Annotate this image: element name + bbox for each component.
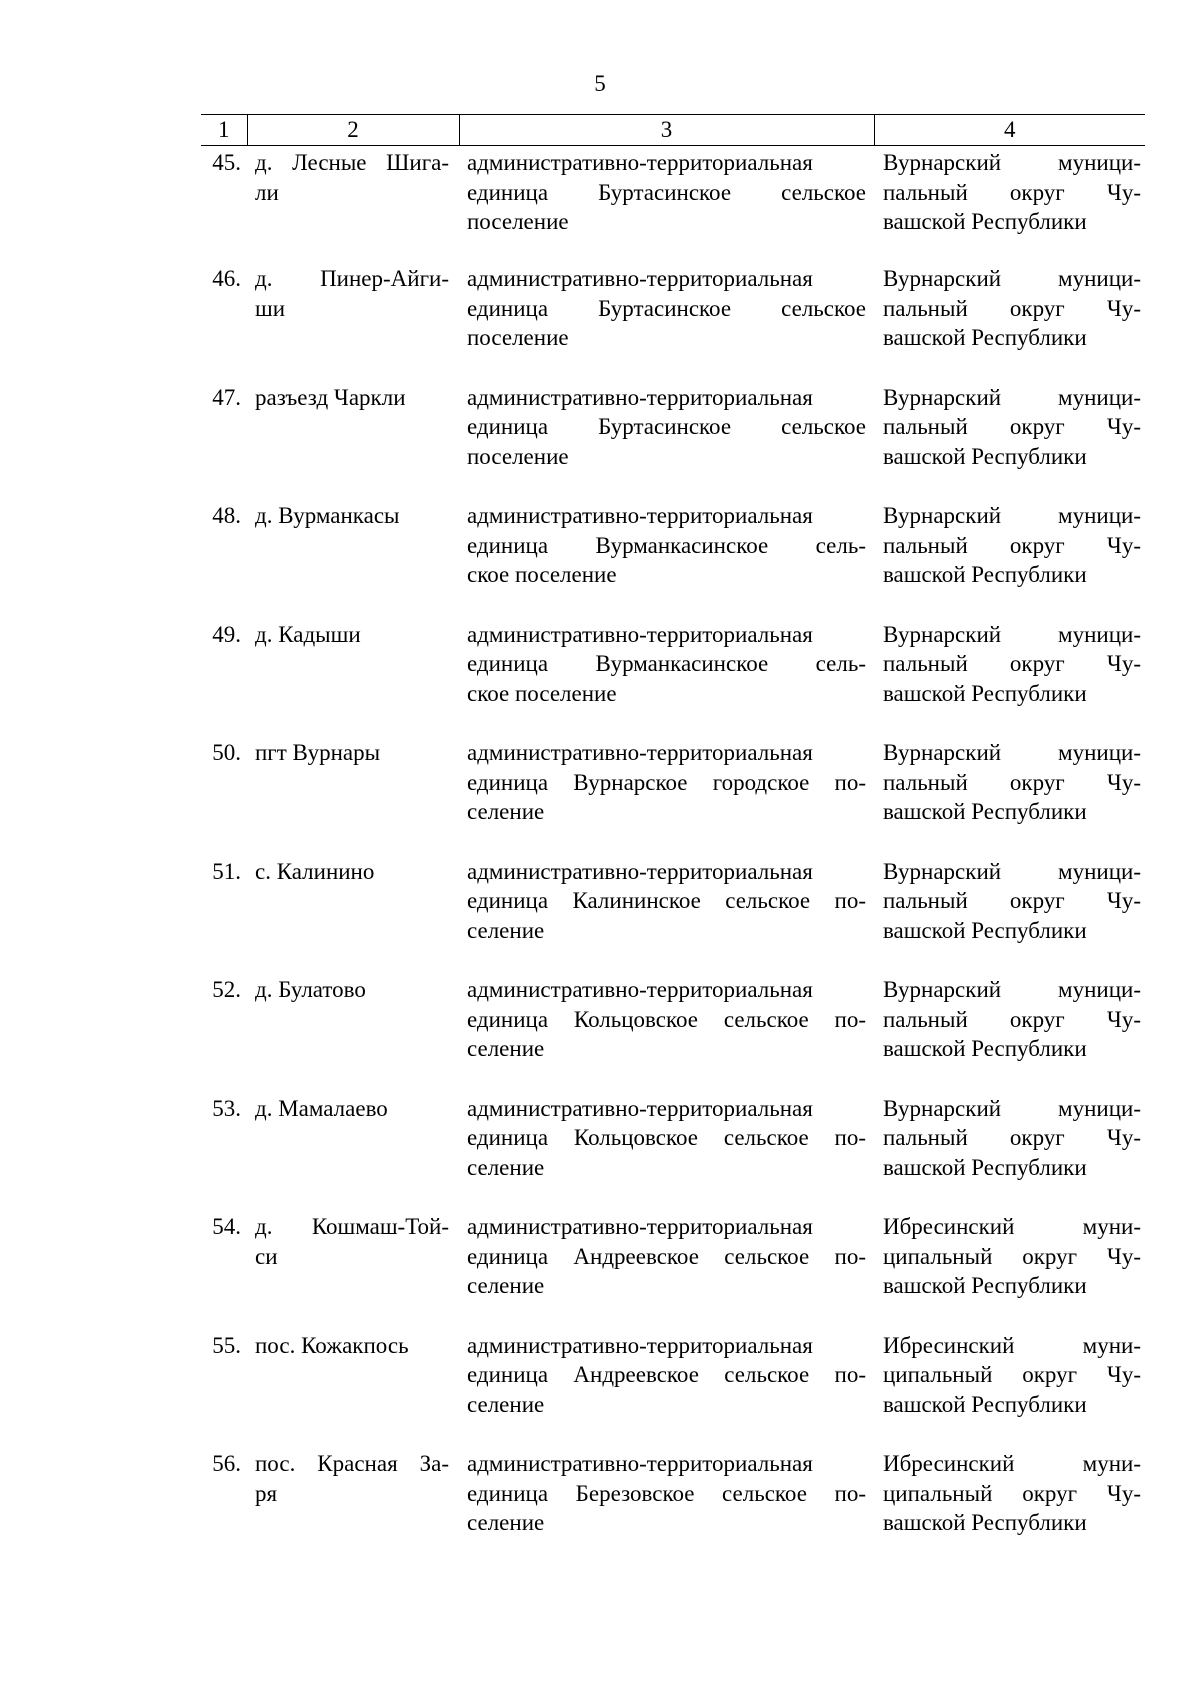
settlement-name-line: д. Пинер-Айги- — [255, 266, 449, 291]
territorial-unit-line: административно-территориальная — [467, 858, 813, 884]
row-number: 50. — [212, 740, 241, 765]
municipal-district-line: ципальный округ Чу- — [883, 1480, 1141, 1506]
settlement-name-line: д. Кадыши — [255, 621, 361, 647]
territorial-unit-line: административно-территориальная — [467, 1214, 813, 1239]
settlement-name-line: д. Мамалаево — [255, 1095, 388, 1121]
settlement-name — [247, 1212, 459, 1331]
table-row — [201, 146, 1145, 265]
territorial-unit-line: административно-территориальная — [467, 1332, 813, 1358]
settlement-name-line: д. Кошмаш-Той- — [255, 1214, 449, 1239]
settlement-name — [247, 857, 459, 976]
municipal-district-line: пальный округ Чу- — [883, 1006, 1141, 1032]
row-number: 55. — [212, 1332, 241, 1358]
municipal-district-line: Вурнарский муници- — [883, 503, 1141, 528]
row-number: 47. — [212, 384, 241, 410]
territorial-unit — [459, 146, 874, 265]
municipal-district — [874, 1212, 1145, 1331]
table-body — [201, 146, 1145, 1568]
territorial-unit — [459, 501, 874, 620]
table-row — [201, 857, 1145, 976]
territorial-unit — [459, 620, 874, 739]
column-header-3: 3 — [459, 115, 874, 146]
table-row — [201, 620, 1145, 739]
territorial-unit-line: единица Вурманкасинское сель- — [467, 651, 866, 676]
municipal-district-line: вашской Республики — [883, 1154, 1087, 1180]
table-row — [201, 1212, 1145, 1331]
municipal-district — [874, 264, 1145, 383]
territorial-unit-line: селение — [467, 799, 545, 824]
row-number: 48. — [212, 503, 241, 528]
municipal-district — [874, 146, 1145, 265]
territorial-unit-line: административно-территориальная — [467, 266, 813, 291]
municipal-district-line: вашской Республики — [883, 1510, 1087, 1535]
municipal-district-line: ципальный округ Чу- — [883, 1362, 1141, 1387]
row-number: 56. — [212, 1451, 241, 1476]
municipal-district-line: Вурнарский муници- — [883, 621, 1141, 647]
territorial-unit-line: административно-территориальная — [467, 740, 813, 765]
territorial-unit-line: административно-территориальная — [467, 977, 813, 1002]
settlement-name — [247, 1331, 459, 1450]
territorial-unit — [459, 1094, 874, 1213]
row-number: 54. — [212, 1214, 241, 1239]
municipal-district-line: вашской Республики — [883, 1036, 1087, 1061]
settlement-name-line: ли — [255, 179, 279, 205]
territorial-unit-line: административно-территориальная — [467, 1451, 813, 1476]
row-number: 45. — [212, 150, 241, 175]
header-row — [201, 115, 1145, 146]
municipal-district — [874, 857, 1145, 976]
territorial-unit-line: селение — [467, 1273, 545, 1298]
settlement-name-line: си — [255, 1243, 278, 1269]
municipal-district-line: пальный округ Чу- — [883, 651, 1141, 676]
territorial-unit-line: единица Березовское сельское по- — [467, 1480, 866, 1506]
municipal-district — [874, 1094, 1145, 1213]
settlement-name — [247, 738, 459, 857]
column-header-2: 2 — [247, 115, 459, 146]
table-header — [201, 115, 1145, 146]
municipal-district-line: Вурнарский муници- — [883, 977, 1141, 1002]
municipal-district-line: пальный округ Чу- — [883, 532, 1141, 558]
settlement-name-line: ря — [255, 1480, 278, 1506]
municipal-district-line: вашской Республики — [883, 1391, 1087, 1417]
territorial-unit — [459, 383, 874, 502]
territorial-unit-line: административно-территориальная — [467, 1095, 813, 1121]
territorial-unit-line: ское поселение — [467, 680, 617, 706]
municipal-district-line: пальный округ Чу- — [883, 888, 1141, 913]
settlements-table — [201, 114, 1145, 1568]
territorial-unit — [459, 1331, 874, 1450]
row-number: 53. — [212, 1095, 241, 1121]
territorial-unit-line: селение — [467, 1154, 545, 1180]
row-number: 51. — [212, 858, 241, 884]
municipal-district-line: пальный округ Чу- — [883, 1125, 1141, 1150]
territorial-unit-line: селение — [467, 1510, 545, 1535]
settlement-name — [247, 975, 459, 1094]
territorial-unit-line: административно-территориальная — [467, 503, 813, 528]
municipal-district-line: Вурнарский муници- — [883, 1095, 1141, 1121]
territorial-unit-line: единица Буртасинское сельское — [467, 179, 866, 205]
municipal-district — [874, 1449, 1145, 1568]
municipal-district-line: вашской Республики — [883, 680, 1087, 706]
municipal-district-line: Ибресинский муни- — [883, 1332, 1141, 1358]
table-row — [201, 738, 1145, 857]
municipal-district-line: вашской Республики — [883, 209, 1087, 234]
municipal-district-line: Вурнарский муници- — [883, 858, 1141, 884]
municipal-district — [874, 738, 1145, 857]
municipal-district-line: Ибресинский муни- — [883, 1214, 1141, 1239]
column-header-1: 1 — [201, 115, 247, 146]
territorial-unit-line: административно-территориальная — [467, 621, 813, 647]
territorial-unit-line: селение — [467, 1036, 545, 1061]
municipal-district — [874, 1331, 1145, 1450]
territorial-unit-line: административно-территориальная — [467, 150, 813, 175]
municipal-district-line: вашской Республики — [883, 443, 1087, 469]
territorial-unit-line: поселение — [467, 443, 569, 469]
territorial-unit-line: поселение — [467, 209, 569, 234]
settlement-name — [247, 620, 459, 739]
settlement-name-line: д. Вурманкасы — [255, 503, 400, 528]
municipal-district-line: пальный округ Чу- — [883, 295, 1141, 321]
territorial-unit — [459, 975, 874, 1094]
territorial-unit-line: единица Калининское сельское по- — [467, 888, 866, 913]
municipal-district-line: вашской Республики — [883, 562, 1087, 587]
municipal-district-line: Ибресинский муни- — [883, 1451, 1141, 1476]
table-row — [201, 1449, 1145, 1568]
municipal-district — [874, 620, 1145, 739]
table-row — [201, 501, 1145, 620]
settlement-name-line: ши — [255, 295, 286, 321]
municipal-district-line: ципальный округ Чу- — [883, 1243, 1141, 1269]
row-number: 49. — [212, 621, 241, 647]
settlement-name-line: д. Булатово — [255, 977, 366, 1002]
territorial-unit-line: селение — [467, 1391, 545, 1417]
territorial-unit-line: поселение — [467, 325, 569, 350]
territorial-unit — [459, 1449, 874, 1568]
territorial-unit — [459, 857, 874, 976]
municipal-district — [874, 975, 1145, 1094]
settlement-name-line: д. Лесные Шига- — [255, 150, 449, 175]
territorial-unit — [459, 264, 874, 383]
territorial-unit-line: единица Кольцовское сельское по- — [467, 1125, 866, 1150]
row-number: 46. — [212, 266, 241, 291]
settlement-name — [247, 1449, 459, 1568]
territorial-unit-line: селение — [467, 917, 545, 943]
territorial-unit-line: единица Буртасинское сельское — [467, 414, 866, 439]
territorial-unit-line: единица Андреевское сельское по- — [467, 1362, 866, 1387]
settlement-name — [247, 146, 459, 265]
territorial-unit — [459, 1212, 874, 1331]
municipal-district-line: пальный округ Чу- — [883, 769, 1141, 795]
territorial-unit-line: ское поселение — [467, 562, 617, 587]
territorial-unit-line: единица Буртасинское сельское — [467, 295, 866, 321]
settlement-name — [247, 383, 459, 502]
municipal-district — [874, 501, 1145, 620]
table-row — [201, 383, 1145, 502]
municipal-district-line: Вурнарский муници- — [883, 740, 1141, 765]
territorial-unit-line: единица Вурнарское городское по- — [467, 769, 866, 795]
territorial-unit — [459, 738, 874, 857]
settlement-name-line: пгт Вурнары — [255, 740, 381, 765]
table-row — [201, 975, 1145, 1094]
territorial-unit-line: единица Кольцовское сельское по- — [467, 1006, 866, 1032]
municipal-district-line: Вурнарский муници- — [883, 384, 1141, 410]
table-row — [201, 1331, 1145, 1450]
municipal-district-line: вашской Республики — [883, 917, 1087, 943]
municipal-district-line: вашской Республики — [883, 799, 1087, 824]
municipal-district-line: вашской Республики — [883, 325, 1087, 350]
municipal-district-line: Вурнарский муници- — [883, 266, 1141, 291]
settlement-name-line: с. Калинино — [255, 858, 375, 884]
settlement-name-line: разъезд Чаркли — [255, 384, 406, 410]
municipal-district-line: пальный округ Чу- — [883, 414, 1141, 439]
table-row — [201, 264, 1145, 383]
row-number: 52. — [212, 977, 241, 1002]
table-row — [201, 1094, 1145, 1213]
settlement-name-line: пос. Кожакпось — [255, 1332, 409, 1358]
territorial-unit-line: единица Андреевское сельское по- — [467, 1243, 866, 1269]
territorial-unit-line: административно-территориальная — [467, 384, 813, 410]
column-header-4: 4 — [874, 115, 1145, 146]
settlement-name — [247, 264, 459, 383]
municipal-district-line: Вурнарский муници- — [883, 150, 1141, 175]
settlement-name — [247, 501, 459, 620]
territorial-unit-line: единица Вурманкасинское сель- — [467, 532, 866, 558]
municipal-district-line: пальный округ Чу- — [883, 179, 1141, 205]
municipal-district-line: вашской Республики — [883, 1273, 1087, 1298]
page-number: 5 — [594, 71, 606, 96]
settlement-name — [247, 1094, 459, 1213]
settlement-name-line: пос. Красная За- — [255, 1451, 449, 1476]
municipal-district — [874, 383, 1145, 502]
